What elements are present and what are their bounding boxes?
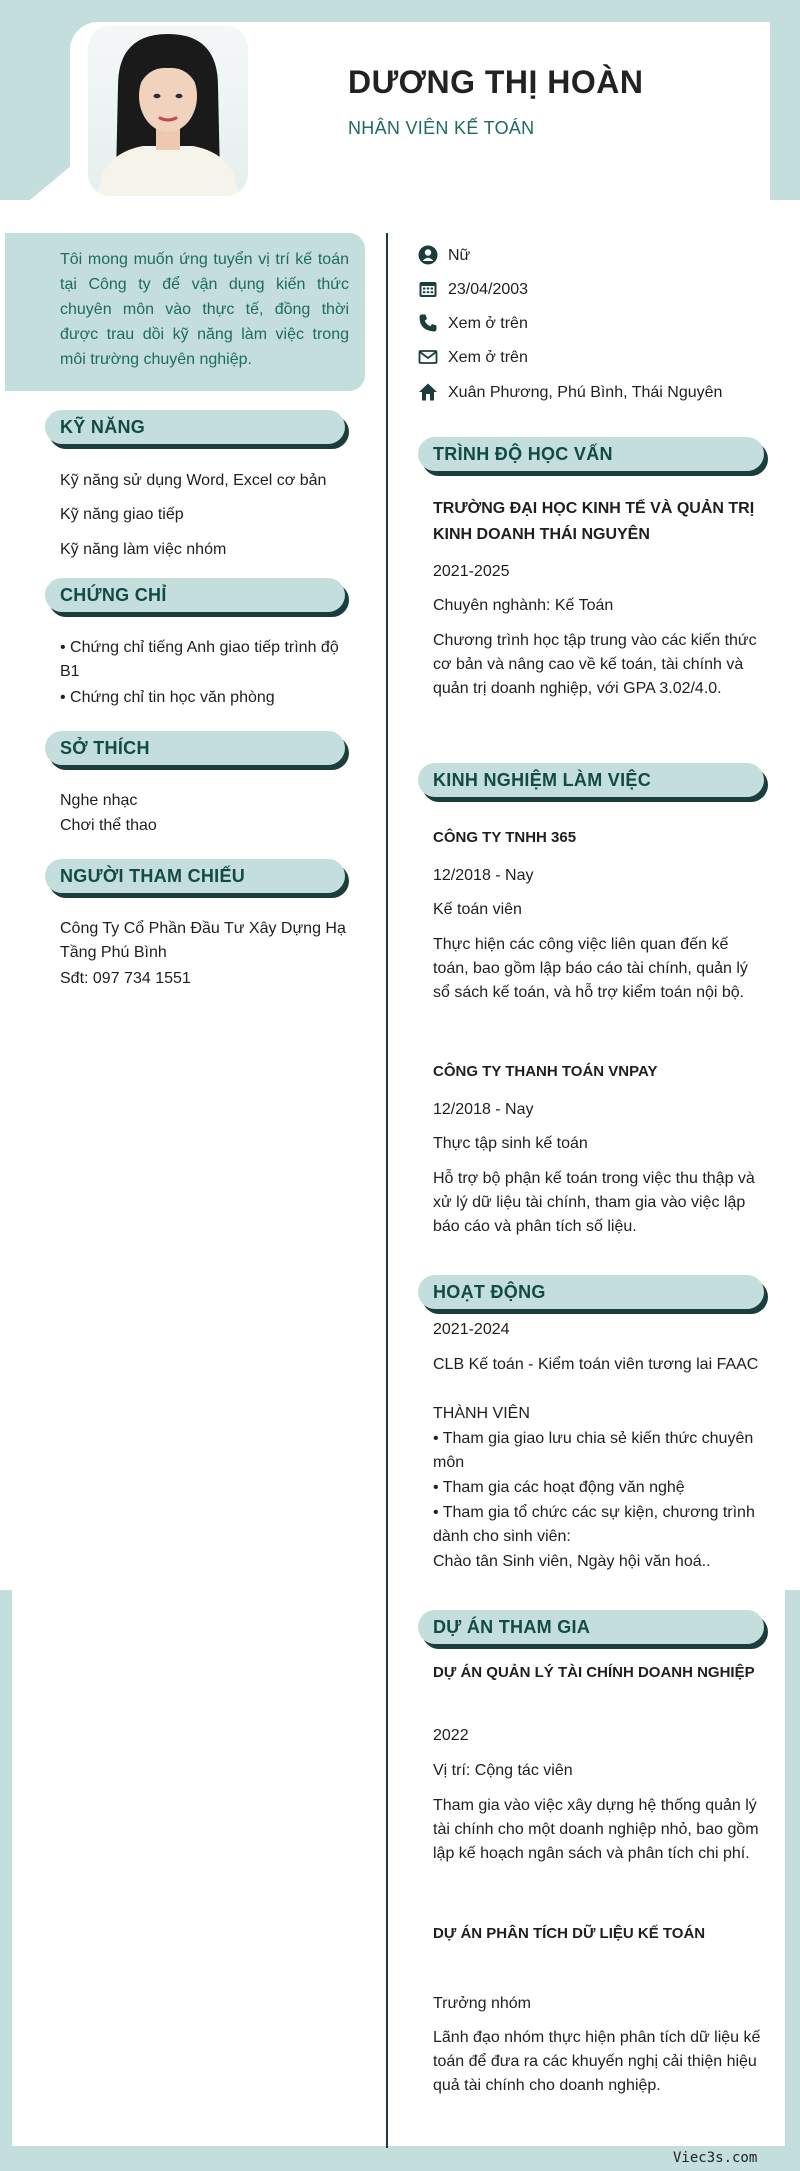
- project-position: Vị trí: Cộng tác viên: [433, 1762, 573, 1779]
- section-references: [45, 859, 345, 893]
- header-card-corner: [30, 150, 90, 200]
- school-name: TRƯỜNG ĐẠI HỌC KINH TẾ VÀ QUẢN TRỊ KINH DOANH THÁI NGUYÊN: [433, 500, 755, 543]
- project-name: DỰ ÁN QUẢN LÝ TÀI CHÍNH DOANH NGHIỆP: [433, 1664, 755, 1681]
- section-title: CHỨNG CHỈ: [45, 578, 345, 612]
- job-role: Thực tập sinh kế toán: [433, 1135, 588, 1152]
- footer-watermark: Viec3s.com: [673, 2150, 758, 2166]
- project-description: Lãnh đạo nhóm thực hiện phân tích dữ liệu kế toán để đưa ra các khuyến nghị cải thiện hiệu quả tài chính cho doanh nghiệp.: [433, 2029, 761, 2094]
- activity-period: 2021-2024: [433, 1321, 510, 1338]
- reference-phone: Sđt: 097 734 1551: [60, 970, 191, 987]
- phone-value: Xem ở trên: [448, 315, 528, 332]
- job-period: 12/2018 - Nay: [433, 867, 534, 884]
- calendar-icon: [418, 279, 438, 299]
- section-hobbies: [45, 731, 345, 765]
- email-value: Xem ở trên: [448, 349, 528, 366]
- section-projects: [418, 1610, 764, 1644]
- birthday-value: 23/04/2003: [448, 281, 529, 298]
- section-title: KỸ NĂNG: [45, 410, 345, 444]
- education-major: Chuyên nghành: Kế Toán: [433, 597, 614, 614]
- section-title: KINH NGHIỆM LÀM VIỆC: [418, 763, 764, 797]
- section-experience: [418, 763, 764, 797]
- section-skills: [45, 410, 345, 444]
- section-education: [418, 437, 764, 471]
- activity-item: • Tham gia giao lưu chia sẻ kiến thức chuyên môn: [433, 1430, 754, 1471]
- project-name: DỰ ÁN PHÂN TÍCH DỮ LIỆU KẾ TOÁN: [433, 1925, 706, 1942]
- skill-item: Kỹ năng sử dụng Word, Excel cơ bản: [60, 472, 327, 489]
- side-decor-right: [785, 1590, 800, 2171]
- job-company: CÔNG TY THANH TOÁN VNPAY: [433, 1063, 658, 1080]
- section-title: SỞ THÍCH: [45, 731, 345, 765]
- section-title: TRÌNH ĐỘ HỌC VẤN: [418, 437, 764, 471]
- reference-company: Công Ty Cổ Phần Đầu Tư Xây Dựng Hạ Tầng Phú Bình: [60, 920, 346, 961]
- section-activities: [418, 1275, 764, 1309]
- activity-events: Chào tân Sinh viên, Ngày hội văn hoá..: [433, 1553, 711, 1570]
- job-title: NHÂN VIÊN KẾ TOÁN: [348, 118, 535, 138]
- objective-text: Tôi mong muốn ứng tuyển vị trí kế toán tại Công ty để vận dụng kiến thức chuyên môn vào thực tế, đồng thời được trau dồi kỹ năng làm việc trong môi trường chuyên nghiệp.: [60, 251, 349, 368]
- job-period: 12/2018 - Nay: [433, 1101, 534, 1118]
- hobby-item: Nghe nhạc: [60, 792, 138, 809]
- project-year: 2022: [433, 1727, 469, 1744]
- section-title: NGƯỜI THAM CHIẾU: [45, 859, 345, 893]
- career-objective: [5, 233, 365, 391]
- activity-role: THÀNH VIÊN: [433, 1405, 530, 1422]
- avatar: [88, 26, 248, 196]
- activity-item: • Tham gia tổ chức các sự kiện, chương trình dành cho sinh viên:: [433, 1504, 755, 1545]
- skill-item: Kỹ năng giao tiếp: [60, 506, 184, 523]
- education-period: 2021-2025: [433, 563, 510, 580]
- job-company: CÔNG TY TNHH 365: [433, 829, 577, 846]
- job-description: Hỗ trợ bộ phận kế toán trong việc thu thập và xử lý dữ liệu tài chính, tham gia vào việc lập báo cáo và phân tích số liệu.: [433, 1170, 755, 1235]
- email-icon: [418, 347, 438, 367]
- education-description: Chương trình học tập trung vào các kiến thức cơ bản và nâng cao về kế toán, tài chính và quản trị doanh nghiệp, với GPA 3.02/4.0.: [433, 632, 757, 697]
- job-role: Kế toán viên: [433, 901, 522, 918]
- hobby-item: Chơi thể thao: [60, 817, 157, 834]
- column-divider: [386, 233, 388, 2148]
- candidate-name: DƯƠNG THỊ HOÀN: [348, 64, 644, 100]
- home-icon: [418, 382, 438, 402]
- section-title: DỰ ÁN THAM GIA: [418, 1610, 764, 1644]
- phone-icon: [418, 313, 438, 333]
- skill-item: Kỹ năng làm việc nhóm: [60, 541, 227, 558]
- person-icon: [418, 245, 438, 265]
- job-description: Thực hiện các công việc liên quan đến kế toán, bao gồm lập báo cáo tài chính, quản lý sổ sách kế toán, và hỗ trợ kiểm toán nội bộ.: [433, 936, 748, 1001]
- section-title: HOẠT ĐỘNG: [418, 1275, 764, 1309]
- activity-org: CLB Kế toán - Kiểm toán viên tương lai FAAC: [433, 1356, 759, 1373]
- project-description: Tham gia vào việc xây dựng hệ thống quản lý tài chính cho một doanh nghiệp nhỏ, bao gồm lập kế hoạch ngân sách và phân tích chi phí.: [433, 1797, 759, 1862]
- activity-item: • Tham gia các hoạt động văn nghệ: [433, 1479, 685, 1496]
- address-value: Xuân Phương, Phú Bình, Thái Nguyên: [448, 384, 723, 401]
- certificate-item: • Chứng chỉ tiếng Anh giao tiếp trình độ B1: [60, 639, 339, 680]
- project-position: Trưởng nhóm: [433, 1995, 531, 2012]
- gender-value: Nữ: [448, 247, 471, 264]
- certificate-item: • Chứng chỉ tin học văn phòng: [60, 689, 275, 706]
- section-certificates: [45, 578, 345, 612]
- side-decor-left: [0, 1590, 12, 2171]
